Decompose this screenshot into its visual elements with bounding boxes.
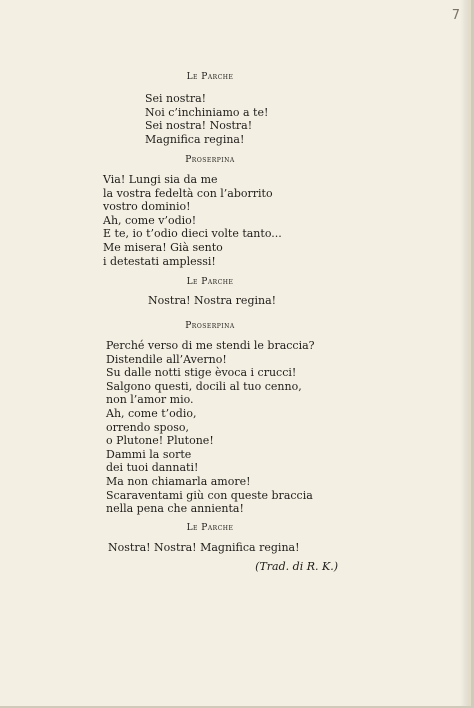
- verse-line: Nostra! Nostra! Magnifica regina!: [108, 541, 300, 554]
- verse-line: la vostra fedeltà con l’aborrito: [103, 186, 273, 200]
- verse-line: i detestati amplessi!: [103, 254, 216, 268]
- verse-line: Ah, come v’odio!: [103, 213, 197, 227]
- page-number: 7: [451, 8, 460, 23]
- verse-line: Magnifica regina!: [145, 132, 245, 146]
- stanza: [145, 92, 268, 146]
- verse-line: Noi c’inchiniamo a te!: [145, 105, 269, 119]
- verse-line: Ah, come t’odio,: [106, 406, 197, 420]
- speaker-heading: Le Parche: [186, 277, 234, 287]
- verse-line: dei tuoi dannati!: [106, 461, 199, 475]
- verse-line: Dammi la sorte: [106, 447, 192, 461]
- verse-line: non l’amor mio.: [106, 393, 194, 407]
- verse-line: vostro dominio!: [103, 200, 191, 214]
- verse-line: orrendo sposo,: [106, 420, 189, 434]
- translation-credit: (Trad. di R. K.): [255, 560, 338, 573]
- verse-line: Via! Lungi sia da me: [103, 173, 218, 186]
- page-edge-shadow: [460, 0, 468, 706]
- verse-line: Su dalle notti stige èvoca i crucci!: [106, 366, 297, 380]
- verse-line: Distendile all’Averno!: [106, 352, 227, 366]
- verse-line: Salgono questi, docili al tuo cenno,: [106, 379, 302, 393]
- verse-line: Sei nostra!: [145, 92, 207, 105]
- verse-line: Perché verso di me stendi le braccia?: [106, 339, 315, 352]
- stanza: [103, 173, 282, 268]
- speaker-heading: Proserpina: [185, 155, 235, 165]
- verse-line: E te, io t’odio dieci volte tanto...: [103, 227, 282, 241]
- speaker-heading: Le Parche: [186, 72, 234, 82]
- speaker-heading: Proserpina: [185, 321, 235, 331]
- speaker-heading: Le Parche: [186, 523, 234, 533]
- verse-line: nella pena che annienta!: [106, 502, 244, 516]
- verse-line: Ma non chiamarla amore!: [106, 474, 251, 488]
- verse-line: Nostra! Nostra regina!: [148, 294, 277, 307]
- verse-line: Sei nostra! Nostra!: [145, 119, 253, 133]
- stanza: [106, 339, 315, 516]
- verse-line: Scaraventami giù con queste braccia: [106, 488, 313, 502]
- verse-line: o Plutone! Plutone!: [106, 434, 214, 448]
- verse-line: Me misera! Già sento: [103, 240, 223, 254]
